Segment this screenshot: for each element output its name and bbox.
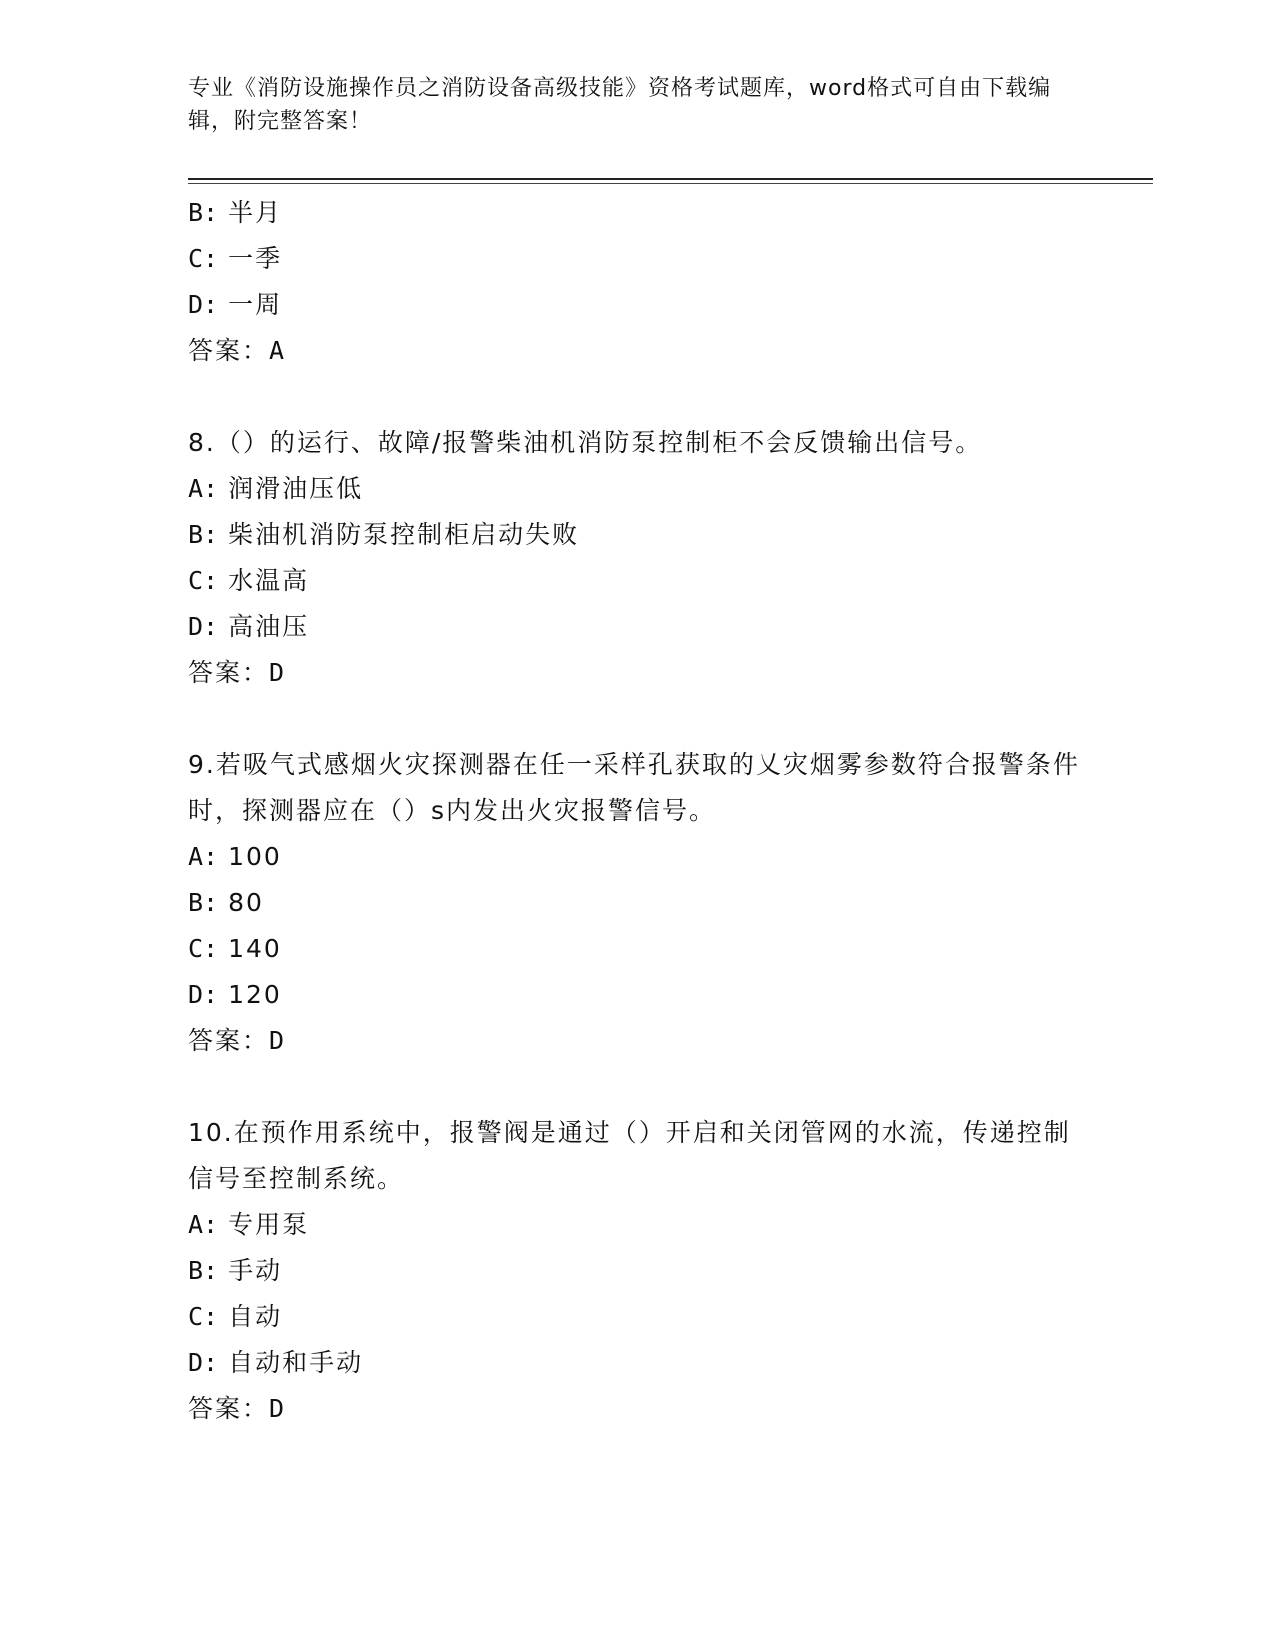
option-text: 自动 [228, 1302, 283, 1331]
answer-line: 答案：D [188, 658, 287, 687]
option-text: 一季 [228, 244, 283, 273]
header-divider-thick [188, 178, 1153, 180]
option-text: 水温高 [228, 566, 310, 595]
option-line [188, 466, 1088, 512]
option-text: 半月 [228, 198, 283, 227]
option-text: 自动和手动 [228, 1348, 364, 1377]
option-line [188, 1294, 1088, 1340]
document-header: 专业《消防设施操作员之消防设备高级技能》资格考试题库，word格式可自由下载编辑，附完整答案！ [188, 76, 1052, 134]
option-line [188, 190, 1088, 236]
option-text: 100 [228, 842, 282, 871]
option-label: A: [188, 1210, 219, 1239]
answer-line: 答案：A [188, 336, 287, 365]
option-line [188, 1248, 1088, 1294]
option-line [188, 1202, 1088, 1248]
option-label: A: [188, 474, 219, 503]
question-stem: 10.在预作用系统中，报警阀是通过（）开启和关闭管网的水流，传递控制信号至控制系统。 [188, 1118, 1071, 1193]
option-text: 80 [228, 888, 264, 917]
option-label: B: [188, 1256, 219, 1285]
option-label: B: [188, 520, 219, 549]
option-label: D: [188, 612, 219, 641]
option-text: 120 [228, 980, 282, 1009]
option-line [188, 834, 1088, 880]
question-stem: 8.（）的运行、故障/报警柴油机消防泵控制柜不会反馈输出信号。 [188, 428, 983, 457]
option-line [188, 1340, 1088, 1386]
option-label: D: [188, 290, 219, 319]
option-line [188, 604, 1088, 650]
option-line [188, 880, 1088, 926]
option-text: 140 [228, 934, 282, 963]
option-text: 柴油机消防泵控制柜启动失败 [228, 520, 580, 549]
option-label: C: [188, 566, 219, 595]
answer-line: 答案：D [188, 1026, 287, 1055]
option-label: A: [188, 842, 219, 871]
option-text: 高油压 [228, 612, 310, 641]
question-stem: 9.若吸气式感烟火灾探测器在任一采样孔获取的乂灾烟雾参数符合报警条件时，探测器应在（）s内发出火灾报警信号。 [188, 750, 1080, 825]
header-divider-thin [188, 183, 1153, 184]
option-line [188, 926, 1088, 972]
option-line [188, 972, 1088, 1018]
option-text: 手动 [228, 1256, 283, 1285]
option-label: D: [188, 980, 219, 1009]
option-line [188, 236, 1088, 282]
option-text: 润滑油压低 [228, 474, 364, 503]
option-label: C: [188, 1302, 219, 1331]
option-text: 专用泵 [228, 1210, 310, 1239]
option-label: B: [188, 198, 219, 227]
option-label: C: [188, 244, 219, 273]
answer-line: 答案：D [188, 1394, 287, 1423]
option-line [188, 512, 1088, 558]
option-text: 一周 [228, 290, 283, 319]
option-line [188, 282, 1088, 328]
question-content [188, 190, 1088, 1432]
option-label: B: [188, 888, 219, 917]
option-line [188, 558, 1088, 604]
option-label: C: [188, 934, 219, 963]
option-label: D: [188, 1348, 219, 1377]
